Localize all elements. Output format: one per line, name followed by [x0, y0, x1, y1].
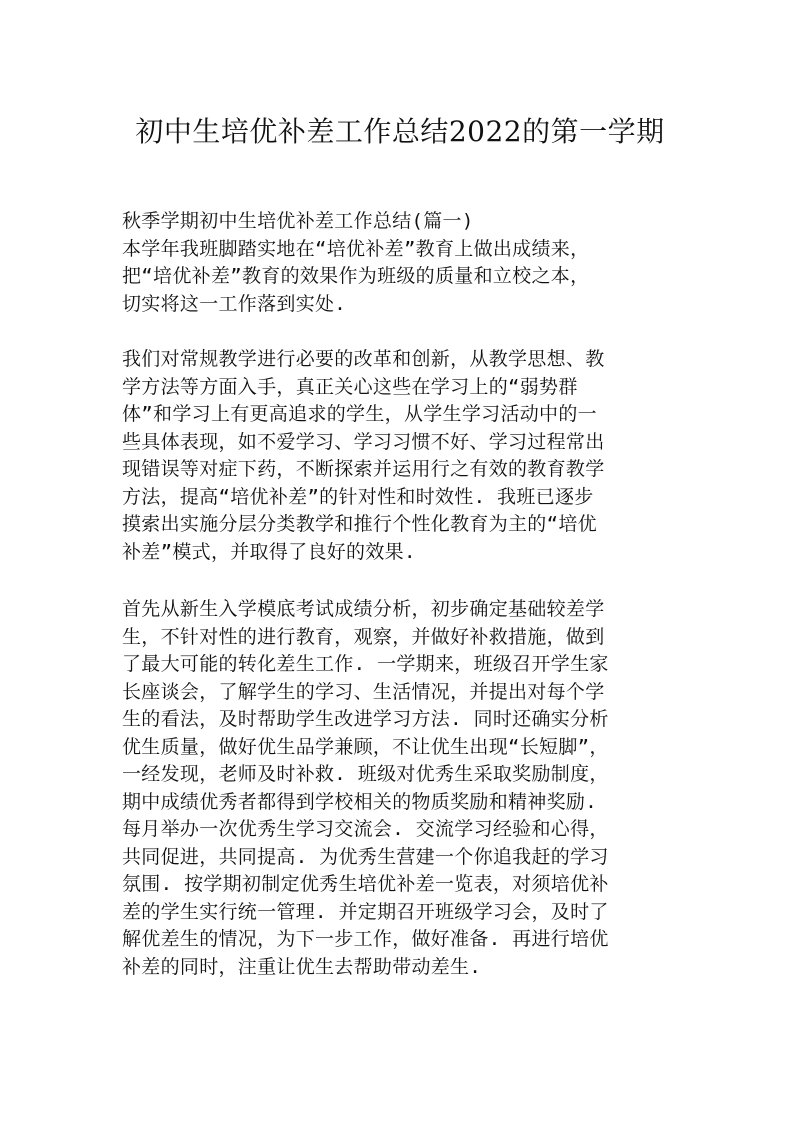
text-line: 优生质量，做好优生品学兼顾，不让优生出现“长短脚”，: [122, 735, 609, 758]
text-line: 摸索出实施分层分类教学和推行个性化教育为主的“培优: [122, 513, 597, 535]
text-line: 氛围. 按学期初制定优秀生培优补差一览表，对须培优补: [122, 873, 609, 895]
text-line: 共同促进，共同提高. 为优秀生营建一个你追我赶的学习: [122, 845, 609, 868]
text-line: 解优差生的情况，为下一步工作，做好准备. 再进行培优: [122, 928, 609, 950]
text-line: 方法，提高“培优补差”的针对性和时效性. 我班已逐步: [122, 485, 594, 508]
paragraph-2: [122, 346, 682, 566]
text-line: 长座谈会，了解学生的学习、生活情况，并提出对每个学: [122, 680, 605, 703]
text-line: 期中成绩优秀者都得到学校相关的物质奖励和精神奖励.: [122, 790, 597, 813]
text-line: 我们对常规教学进行必要的改革和创新，从教学思想、教: [122, 348, 605, 370]
text-line: 差的学生实行统一管理. 并定期召开班级学习会，及时了: [122, 900, 609, 923]
document-title: 初中生培优补差工作总结2022的第一学期: [135, 115, 665, 148]
text-line: 现错误等对症下药，不断探索并运用行之有效的教育教学: [122, 458, 605, 480]
paragraph-3: [122, 596, 682, 981]
text-line: 些具体表现，如不爱学习、学习习惯不好、学习过程常出: [122, 430, 605, 453]
text-line: 补差的同时，注重让优生去帮助带动差生.: [122, 955, 482, 978]
text-line: 学方法等方面入手，真正关心这些在学习上的“弱势群: [122, 375, 578, 398]
paragraph-1: [122, 208, 682, 318]
text-line: 生的看法，及时帮助学生改进学习方法. 同时还确实分析: [122, 708, 609, 730]
text-line: 每月举办一次优秀生学习交流会. 交流学习经验和心得，: [122, 818, 609, 840]
text-line: 本学年我班脚踏实地在“培优补差”教育上做出成绩来，: [122, 237, 590, 260]
text-line: 了最大可能的转化差生工作. 一学期来，班级召开学生家: [122, 653, 609, 675]
text-line: 生，不针对性的进行教育，观察，并做好补救措施，做到: [122, 625, 605, 648]
text-line: 首先从新生入学模底考试成绩分析，初步确定基础较差学: [122, 598, 605, 620]
text-line: 把“培优补差”教育的效果作为班级的质量和立校之本，: [122, 265, 590, 287]
text-line: 秋季学期初中生培优补差工作总结(篇一): [122, 210, 474, 232]
text-line: 一经发现，老师及时补救. 班级对优秀生采取奖励制度，: [122, 763, 609, 785]
text-line: 补差”模式，并取得了良好的效果.: [122, 540, 416, 563]
text-line: 切实将这一工作落到实处.: [122, 292, 347, 315]
text-line: 体”和学习上有更高追求的学生，从学生学习活动中的一: [122, 403, 597, 425]
